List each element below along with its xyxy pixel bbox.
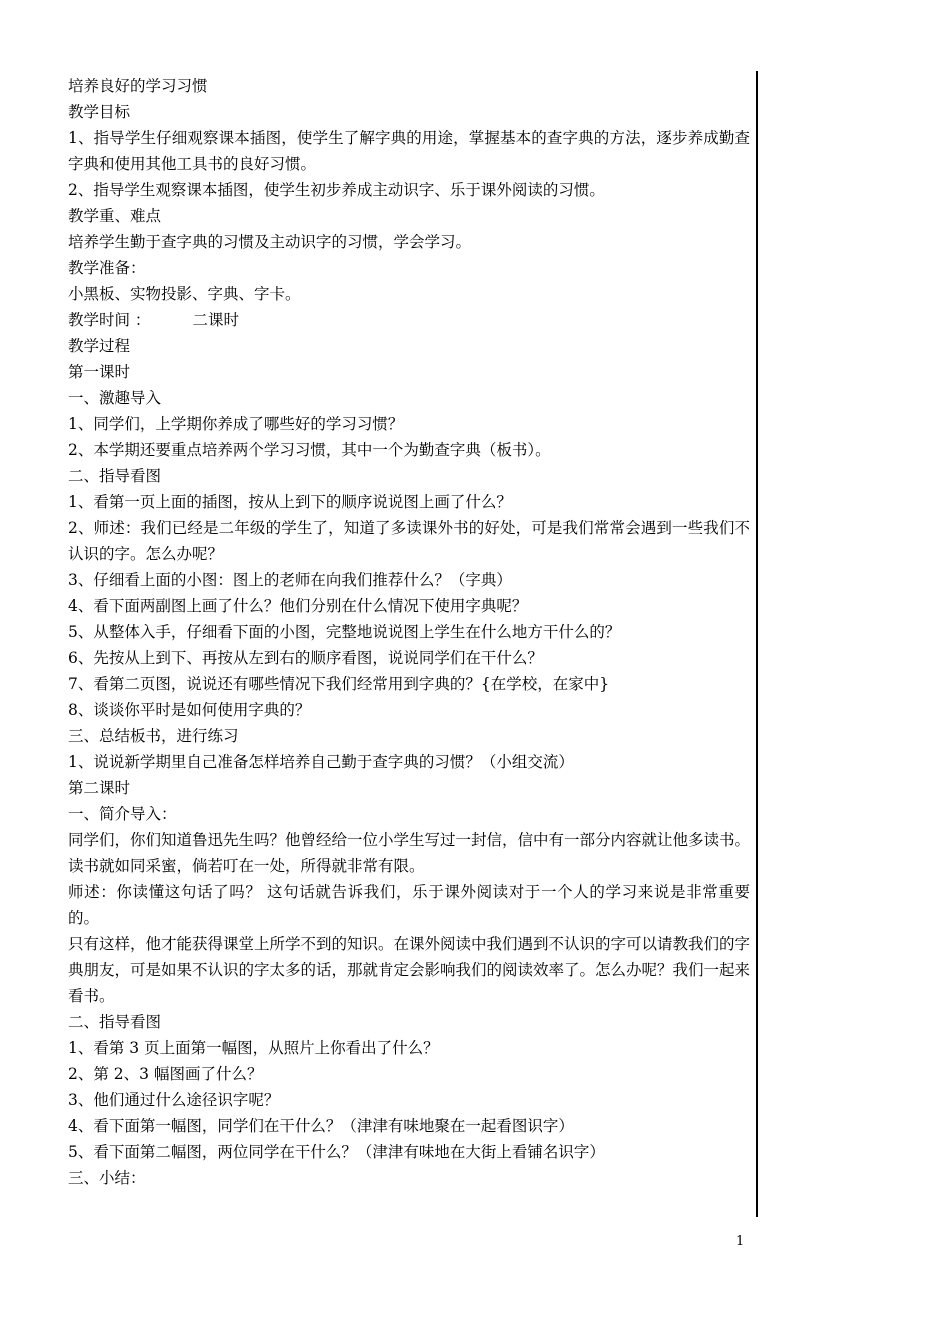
section-heading: 一、简介导入： xyxy=(68,805,177,823)
paragraph: 培养学生勤于查字典的习惯及主动识字的习惯，学会学习。 xyxy=(68,233,472,251)
paragraph: 3、他们通过什么途径识字呢？ xyxy=(68,1091,280,1109)
section-heading: 三、总结板书，进行练习 xyxy=(68,727,239,745)
paragraph: 5、从整体入手，仔细看下面的小图，完整地说说图上学生在什么地方干什么的？ xyxy=(68,623,621,641)
paragraph: 1、同学们，上学期你养成了哪些好的学习习惯？ xyxy=(68,415,404,433)
paragraph: 读书就如同采蜜，倘若叮在一处，所得就非常有限。 xyxy=(68,857,425,875)
paragraph: 师述：你读懂这句话了吗？ 这句话就告诉我们，乐于课外阅读对于一个人的学习来说是非常重要的。 xyxy=(68,883,750,927)
paragraph: 6、先按从上到下、再按从左到右的顺序看图，说说同学们在干什么？ xyxy=(68,649,543,667)
paragraph: 2、指导学生观察课本插图，使学生初步养成主动识字、乐于课外阅读的习惯。 xyxy=(68,181,605,199)
paragraph: 2、第 2、3 幅图画了什么？ xyxy=(68,1065,263,1083)
document-title: 培养良好的学习习惯 xyxy=(68,77,208,95)
paragraph: 4、看下面两副图上画了什么？他们分别在什么情况下使用字典呢？ xyxy=(68,597,528,615)
paragraph: 1、说说新学期里自己准备怎样培养自己勤于查字典的习惯？（小组交流） xyxy=(68,753,574,771)
document-body xyxy=(68,73,750,1191)
section-heading: 三、小结： xyxy=(68,1169,146,1187)
section-heading: 二、指导看图 xyxy=(68,467,162,485)
paragraph: 4、看下面第一幅图，同学们在干什么？（津津有味地聚在一起看图识字） xyxy=(68,1117,574,1135)
paragraph: 8、谈谈你平时是如何使用字典的？ xyxy=(68,701,311,719)
paragraph: 7、看第二页图，说说还有哪些情况下我们经常用到字典的？{在学校，在家中} xyxy=(68,675,610,693)
section-heading: 教学准备： xyxy=(68,259,146,277)
teaching-time-value: 二课时 xyxy=(192,311,239,329)
lesson-heading: 第二课时 xyxy=(68,779,131,797)
section-heading: 教学目标 xyxy=(68,103,131,121)
page-right-border xyxy=(756,71,758,1217)
teaching-time-line xyxy=(68,307,750,333)
paragraph: 小黑板、实物投影、字典、字卡。 xyxy=(68,285,301,303)
paragraph: 2、本学期还要重点培养两个学习习惯，其中一个为勤查字典（板书）。 xyxy=(68,441,551,459)
paragraph: 只有这样，他才能获得课堂上所学不到的知识。在课外阅读中我们遇到不认识的字可以请教我们的字典朋友，可是如果不认识的字太多的话，那就肯定会影响我们的阅读效率了。怎么办呢？我们一起来看书。 xyxy=(68,935,751,1005)
section-heading: 一、激趣导入 xyxy=(68,389,162,407)
section-heading: 教学过程 xyxy=(68,337,131,355)
paragraph: 1、看第一页上面的插图，按从上到下的顺序说说图上画了什么？ xyxy=(68,493,512,511)
section-heading: 二、指导看图 xyxy=(68,1013,162,1031)
section-heading: 教学重、难点 xyxy=(68,207,162,225)
page-number: 1 xyxy=(736,1234,745,1249)
teaching-time-label: 教学时间 ： xyxy=(68,311,151,329)
paragraph: 2、师述：我们已经是二年级的学生了，知道了多读课外书的好处，可是我们常常会遇到一些我们不认识的字。怎么办呢？ xyxy=(68,519,750,563)
paragraph: 3、仔细看上面的小图：图上的老师在向我们推荐什么？（字典） xyxy=(68,571,512,589)
lesson-heading: 第一课时 xyxy=(68,363,131,381)
paragraph: 1、看第 3 页上面第一幅图，从照片上你看出了什么？ xyxy=(68,1039,439,1057)
paragraph: 1、指导学生仔细观察课本插图，使学生了解字典的用途，掌握基本的查字典的方法，逐步养成勤查字典和使用其他工具书的良好习惯。 xyxy=(68,129,750,173)
paragraph: 同学们，你们知道鲁迅先生吗？他曾经给一位小学生写过一封信，信中有一部分内容就让他多读书。 xyxy=(68,831,751,849)
paragraph: 5、看下面第二幅图，两位同学在干什么？（津津有味地在大街上看铺名识字） xyxy=(68,1143,605,1161)
